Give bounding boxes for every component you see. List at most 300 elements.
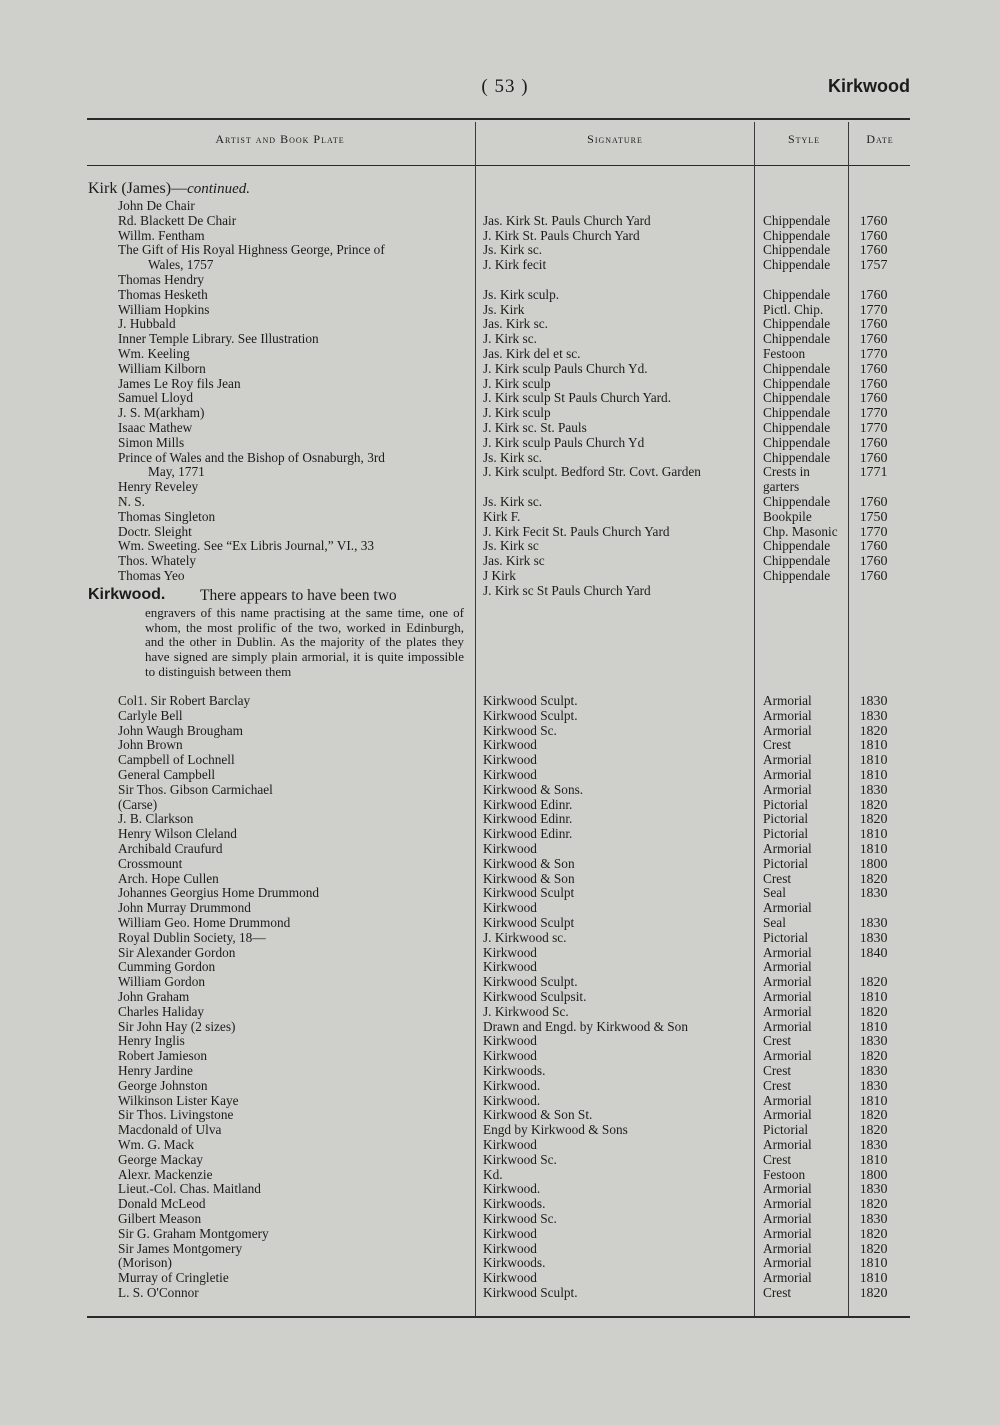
entry-style: Armorial (763, 1003, 812, 1019)
page-number: ( 53 ) (481, 76, 529, 97)
entry-date: 1760 (860, 242, 888, 259)
table-row (0, 554, 1000, 569)
entry-style: Chippendale (763, 286, 831, 302)
column-header-signature: Signature (587, 132, 643, 146)
entry-date: 1810 (860, 752, 888, 769)
entry-signature: J. Kirk sc St Pauls Church Yard (483, 582, 651, 598)
entry-signature: Kirkwood Sc. (483, 722, 557, 738)
entry-signature: Kirkwood Sculpt (483, 885, 575, 901)
table-row (0, 362, 1000, 377)
entry-name: William Gordon (118, 974, 205, 990)
table-row (0, 886, 1000, 901)
entry-signature: Kirkwood Sculpsit. (483, 989, 587, 1004)
entry-signature: Kirkwood (483, 959, 537, 975)
table-row (0, 229, 1000, 244)
column-header-style: Style (787, 132, 821, 146)
entry-style: Pictorial (763, 1122, 809, 1138)
entry-signature: Engd by Kirkwood & Sons (483, 1122, 628, 1138)
table-row (0, 525, 1000, 540)
entry-name: Sir Alexander Gordon (118, 944, 236, 960)
entry-style: Chippendale (763, 538, 831, 554)
entry-style: Chippendale (763, 494, 831, 509)
table-row (0, 421, 1000, 436)
entry-style: garters (763, 479, 800, 495)
entry-style: Crest (763, 1063, 792, 1078)
table-row (0, 258, 1000, 273)
entry-date: 1820 (860, 1285, 888, 1301)
entry-name: John Waugh Brougham (118, 722, 243, 738)
entry-name: John De Chair (118, 198, 195, 213)
entry-name: Sir John Hay (2 sizes) (118, 1018, 236, 1034)
entry-date: 1810 (860, 1092, 888, 1109)
entry-style: Armorial (763, 1211, 812, 1226)
entry-style: Armorial (763, 693, 812, 708)
entry-style: Chippendale (763, 375, 831, 391)
entry-name: Campbell of Lochnell (118, 752, 235, 768)
entry-name: Wm. Keeling (118, 346, 190, 361)
entry-date: 1771 (860, 464, 888, 481)
table-row (0, 1034, 1000, 1049)
entry-style: Armorial (763, 781, 812, 797)
entry-style: Chippendale (763, 568, 831, 583)
entry-date: 1760 (860, 286, 888, 303)
entry-date: 1760 (860, 538, 888, 555)
entry-signature: Jas. Kirk sc. (483, 316, 548, 332)
entry-signature: Kirkwood Sculpt. (483, 707, 578, 723)
entry-style: Armorial (763, 989, 812, 1004)
entry-signature: J. Kirk sculp St Pauls Church Yard. (483, 390, 672, 406)
kirkwood-intro-body: engravers of this name practising at the same time, one of whom, the most prolific of the two, worked in Edinburgh, and the other in Dublin. As the majority of the plates they have signed are simply plain armorial, it is quite impossible to distinguish between them (145, 605, 464, 679)
kirkwood-intro-lead: There appears to have been two (200, 587, 397, 604)
entry-style: Chippendale (763, 242, 831, 258)
entry-date: 1760 (860, 390, 888, 407)
table-row (0, 768, 1000, 783)
entry-name: Simon Mills (118, 434, 185, 450)
entry-name: John Murray Drummond (118, 900, 251, 916)
entry-signature: Kirkwood & Son St. (483, 1107, 593, 1123)
running-head: Kirkwood (827, 76, 910, 96)
entry-style: Armorial (763, 959, 812, 975)
entry-signature: Kirkwood Sculpt. (483, 974, 578, 990)
entry-name: Col1. Sir Robert Barclay (118, 693, 251, 708)
entry-style: Armorial (763, 722, 812, 738)
entry-signature: Kirkwood Sc. (483, 1151, 557, 1167)
entry-date: 1760 (860, 331, 888, 348)
entry-style: Armorial (763, 752, 812, 768)
entry-date: 1820 (860, 1122, 888, 1139)
entry-date: 1820 (860, 870, 888, 887)
entry-style: Armorial (763, 1196, 812, 1212)
table-row (0, 495, 1000, 510)
entry-style: Crest (763, 737, 792, 753)
table-row (0, 946, 1000, 961)
kirkwood-section-title: Kirkwood. (88, 586, 166, 603)
table-row (0, 694, 1000, 709)
entry-signature: Jas. Kirk St. Pauls Church Yard (483, 212, 651, 228)
entry-signature: Kirkwood Sculpt (483, 915, 575, 930)
entry-signature: J. Kirkwood sc. (483, 929, 567, 945)
entry-signature: Kirkwood (483, 1033, 537, 1049)
entry-name: John Brown (118, 737, 183, 753)
entry-signature: Drawn and Engd. by Kirkwood & Son (483, 1018, 688, 1034)
entry-signature: J. Kirk sc. (483, 331, 537, 347)
entry-date: 1830 (860, 707, 888, 724)
entry-name: Thomas Hesketh (118, 286, 208, 302)
entry-name: Henry Inglis (118, 1033, 185, 1049)
entry-style: Armorial (763, 1240, 812, 1256)
entry-style: Crests in (763, 464, 810, 480)
table-row (0, 391, 1000, 406)
entry-date: 1750 (860, 508, 888, 525)
table-row (0, 1138, 1000, 1153)
table-row (0, 872, 1000, 887)
entry-style: Chippendale (763, 449, 831, 465)
entry-date: 1820 (860, 1225, 888, 1242)
entry-date: 1770 (860, 301, 888, 318)
table-row (0, 273, 1000, 288)
entry-date: 1810 (860, 989, 888, 1005)
table-row (0, 753, 1000, 768)
table-row (0, 1020, 1000, 1035)
entry-date: 1830 (860, 1077, 888, 1094)
entry-style: Armorial (763, 767, 812, 782)
table-row (0, 1005, 1000, 1020)
entry-date: 1820 (860, 796, 888, 813)
entry-date: 1770 (860, 405, 888, 422)
entry-date: 1760 (860, 568, 888, 584)
entry-style: Pictorial (763, 796, 809, 812)
kirk-section-title (88, 180, 250, 198)
entry-name: Charles Haliday (118, 1003, 205, 1019)
entry-signature: Kirkwood Sculpt. (483, 693, 578, 708)
entry-style: Armorial (763, 944, 812, 960)
entry-date: 1760 (860, 434, 888, 451)
entry-style: Armorial (763, 841, 812, 856)
entry-signature: Kirkwood (483, 752, 537, 768)
table-row (0, 842, 1000, 857)
entry-signature: Js. Kirk sc. (483, 494, 543, 509)
entry-name: John Graham (118, 989, 190, 1004)
entry-name: Murray of Cringletie (118, 1270, 229, 1286)
entry-style: Festoon (763, 1166, 806, 1182)
entry-date: 1760 (860, 494, 888, 510)
table-row (0, 812, 1000, 827)
entry-signature: Js. Kirk (483, 301, 525, 317)
entry-date: 1820 (860, 1003, 888, 1020)
entry-date: 1830 (860, 929, 888, 946)
table-row (0, 451, 1000, 466)
entry-signature: J. Kirk Fecit St. Pauls Church Yard (483, 523, 670, 539)
entry-date: 1810 (860, 826, 888, 843)
table-row (0, 317, 1000, 332)
entry-name: (Morison) (118, 1255, 172, 1271)
entry-name: Archibald Craufurd (118, 841, 223, 856)
entry-date: 1760 (860, 316, 888, 333)
entry-style: Chippendale (763, 405, 831, 421)
entry-name: Arch. Hope Cullen (118, 870, 219, 886)
entry-style: Crest (763, 870, 792, 886)
entry-date: 1820 (860, 722, 888, 739)
entry-name: Sir G. Graham Montgomery (118, 1225, 269, 1241)
entry-date: 1760 (860, 360, 888, 377)
entry-style: Seal (763, 915, 786, 930)
table-row (0, 347, 1000, 362)
entry-name: George Mackay (118, 1151, 204, 1167)
entry-date: 1830 (860, 781, 888, 798)
entry-name: Sir Thos. Gibson Carmichael (118, 781, 273, 797)
entry-name: Doctr. Sleight (118, 523, 192, 539)
entry-style: Chippendale (763, 316, 831, 332)
entry-signature: Kirkwood (483, 1240, 537, 1256)
entry-date: 1760 (860, 449, 888, 466)
table-row (0, 1094, 1000, 1109)
table-row (0, 539, 1000, 554)
entry-date: 1830 (860, 1137, 888, 1153)
entry-name: Wales, 1757 (148, 257, 214, 273)
table-row (0, 1168, 1000, 1183)
entry-style: Pictorial (763, 929, 809, 945)
entry-date: 1810 (860, 1151, 888, 1168)
entry-signature: Js. Kirk sculp. (483, 286, 560, 302)
entry-signature: Js. Kirk sc (483, 538, 539, 554)
entry-signature: Js. Kirk sc. (483, 242, 543, 258)
entry-signature: J. Kirk sculp Pauls Church Yd (483, 434, 645, 450)
table-row (0, 960, 1000, 975)
entry-signature: Kirkwood Sc. (483, 1211, 557, 1226)
entry-name: Robert Jamieson (118, 1048, 208, 1064)
entry-name: L. S. O'Connor (118, 1285, 199, 1300)
entry-signature: Kirkwoods. (483, 1063, 546, 1078)
entry-date: 1810 (860, 737, 888, 754)
table-row (0, 1227, 1000, 1242)
entry-signature: Kirkwood (483, 1137, 537, 1152)
entry-date: 1820 (860, 1048, 888, 1065)
table-row (0, 436, 1000, 451)
entry-name: Willm. Fentham (118, 227, 205, 243)
entry-signature: Js. Kirk sc. (483, 449, 543, 465)
kirk-continued: continued. (187, 181, 250, 197)
table-row (0, 1064, 1000, 1079)
entry-date: 1810 (860, 1255, 888, 1272)
entry-date: 1760 (860, 212, 888, 229)
entry-signature: J. Kirk sc. St. Pauls (483, 420, 587, 435)
entry-name: Crossmount (118, 855, 183, 871)
entry-style: Armorial (763, 1225, 812, 1241)
entry-name: Royal Dublin Society, 18— (118, 929, 266, 945)
entry-name: Gilbert Meason (118, 1211, 202, 1226)
column-header-date: Date (866, 132, 894, 146)
entry-name: Prince of Wales and the Bishop of Osnaburgh, 3rd (118, 449, 385, 465)
table-row (0, 465, 1000, 480)
entry-signature: Kirkwood & Son (483, 870, 575, 886)
entry-style: Armorial (763, 1255, 812, 1271)
entry-name: (Carse) (118, 796, 158, 812)
entry-name: Johannes Georgius Home Drummond (118, 885, 320, 901)
entry-date: 1830 (860, 1063, 888, 1079)
entry-style: Crest (763, 1077, 792, 1093)
table-row (0, 931, 1000, 946)
entry-date: 1770 (860, 523, 888, 540)
entry-signature: Kirkwood (483, 1270, 537, 1286)
entry-style: Chippendale (763, 553, 831, 569)
entry-style: Armorial (763, 1181, 812, 1197)
kirkwood-intro (200, 589, 464, 604)
entry-style: Pictl. Chip. (763, 301, 824, 317)
entry-date: 1810 (860, 1270, 888, 1287)
table-row (0, 990, 1000, 1005)
entry-date: 1770 (860, 346, 888, 362)
table-row (0, 243, 1000, 258)
entry-signature: Kirkwood (483, 841, 537, 856)
entry-style: Armorial (763, 1270, 812, 1286)
entry-date: 1800 (860, 1166, 888, 1183)
entry-style: Armorial (763, 1048, 812, 1064)
entry-signature: Kirkwood & Son (483, 855, 575, 871)
entry-signature: Kd. (483, 1166, 503, 1182)
entry-style: Pictorial (763, 811, 809, 827)
entry-style: Armorial (763, 1092, 812, 1108)
entry-name: J. Hubbald (118, 316, 176, 332)
entry-name: Thomas Singleton (118, 508, 216, 524)
entry-name: Lieut.-Col. Chas. Maitland (118, 1181, 261, 1197)
entry-signature: Kirkwood & Sons. (483, 781, 584, 797)
entry-name: J. S. M(arkham) (118, 405, 205, 421)
entry-style: Armorial (763, 707, 812, 723)
entry-signature: Kirkwood (483, 900, 537, 916)
entry-date: 1760 (860, 553, 888, 570)
entry-date: 1757 (860, 257, 888, 274)
entry-style: Crest (763, 1033, 792, 1049)
entry-signature: Kirkwood Edinr. (483, 811, 573, 827)
entry-name: Carlyle Bell (118, 707, 183, 723)
entry-name: Henry Reveley (118, 479, 199, 495)
entry-style: Chippendale (763, 257, 831, 273)
table-row (0, 288, 1000, 303)
entry-name: Wm. Sweeting. See “Ex Libris Journal,” VI., 33 (118, 538, 375, 554)
entry-date: 1840 (860, 944, 888, 961)
entry-name: Alexr. Mackenzie (118, 1166, 213, 1182)
entry-date: 1800 (860, 855, 888, 872)
entry-date: 1830 (860, 693, 888, 709)
entry-name: Wm. G. Mack (118, 1137, 195, 1152)
entry-signature: Kirkwood Sculpt. (483, 1285, 578, 1300)
entry-date: 1820 (860, 1240, 888, 1257)
entry-signature: Kirk F. (483, 508, 521, 524)
entry-style: Pictorial (763, 826, 809, 842)
entry-date: 1820 (860, 1107, 888, 1124)
entry-date: 1810 (860, 767, 888, 783)
table-row (0, 1079, 1000, 1094)
header-rule (87, 165, 910, 166)
entry-signature: Kirkwoods. (483, 1196, 546, 1212)
entry-signature: Kirkwood Edinr. (483, 796, 573, 812)
entry-style: Crest (763, 1151, 792, 1167)
bottom-rule (87, 1316, 910, 1318)
entry-style: Chippendale (763, 331, 831, 347)
entry-signature: Kirkwood (483, 737, 537, 753)
entry-date: 1810 (860, 1018, 888, 1035)
entry-date: 1820 (860, 811, 888, 828)
entry-signature: J. Kirk St. Pauls Church Yard (483, 227, 640, 243)
table-row (0, 1242, 1000, 1257)
entry-date: 1820 (860, 974, 888, 991)
entry-style: Armorial (763, 1107, 812, 1123)
entry-style: Chippendale (763, 434, 831, 450)
entry-name: General Campbell (118, 767, 216, 782)
entry-name: Wilkinson Lister Kaye (118, 1092, 239, 1108)
entry-name: N. S. (118, 494, 145, 509)
table-row (0, 783, 1000, 798)
entry-name: Henry Jardine (118, 1063, 193, 1078)
entry-signature: J. Kirk sculp Pauls Church Yd. (483, 360, 648, 376)
table-row (0, 303, 1000, 318)
table-row (0, 199, 1000, 214)
entry-name: James Le Roy fils Jean (118, 375, 241, 391)
entry-date: 1830 (860, 1211, 888, 1227)
table-row (0, 798, 1000, 813)
entry-date: 1820 (860, 1196, 888, 1213)
table-row (0, 1123, 1000, 1138)
entry-name: Thomas Yeo (118, 568, 185, 583)
entry-signature: J. Kirk sculpt. Bedford Str. Covt. Garden (483, 464, 701, 480)
entry-signature: Jas. Kirk del et sc. (483, 346, 581, 361)
entry-date: 1810 (860, 841, 888, 857)
entry-style: Chippendale (763, 227, 831, 243)
table-row (0, 1286, 1000, 1301)
entry-style: Crest (763, 1285, 792, 1300)
table-row (0, 724, 1000, 739)
entry-style: Festoon (763, 346, 806, 361)
entry-name: The Gift of His Royal Highness George, Prince of (118, 242, 385, 258)
table-row (0, 916, 1000, 931)
entry-date: 1760 (860, 227, 888, 244)
entry-name: Isaac Mathew (118, 420, 193, 435)
entry-style: Chippendale (763, 420, 831, 435)
entry-signature: J Kirk (483, 568, 516, 583)
table-row (0, 901, 1000, 916)
table-row (0, 1271, 1000, 1286)
entry-signature: J. Kirk sculp (483, 405, 551, 421)
entry-signature: Kirkwood. (483, 1077, 541, 1093)
entry-name: Rd. Blackett De Chair (118, 212, 237, 228)
entry-signature: Kirkwoods. (483, 1255, 546, 1271)
table-row (0, 1212, 1000, 1227)
entry-name: William Geo. Home Drummond (118, 915, 291, 930)
entry-style: Armorial (763, 1137, 812, 1152)
entry-name: Donald McLeod (118, 1196, 206, 1212)
table-row (0, 1256, 1000, 1271)
entry-name: Thos. Whately (118, 553, 197, 569)
table-row (0, 510, 1000, 525)
entry-signature: Kirkwood (483, 1225, 537, 1241)
table-row (0, 857, 1000, 872)
entry-name: William Kilborn (118, 360, 206, 376)
entry-name: Thomas Hendry (118, 272, 205, 287)
table-row (0, 569, 1000, 584)
entry-date: 1830 (860, 885, 888, 902)
entry-style: Chippendale (763, 390, 831, 406)
entry-style: Bookpile (763, 508, 812, 524)
table-row (0, 480, 1000, 495)
entry-date: 1770 (860, 420, 888, 436)
entry-date: 1830 (860, 1033, 888, 1050)
entry-name: Macdonald of Ulva (118, 1122, 222, 1138)
table-row (0, 1049, 1000, 1064)
entry-style: Seal (763, 885, 786, 901)
entry-name: May, 1771 (148, 464, 205, 480)
entry-date: 1830 (860, 1181, 888, 1198)
entry-signature: J. Kirk fecit (483, 257, 547, 273)
